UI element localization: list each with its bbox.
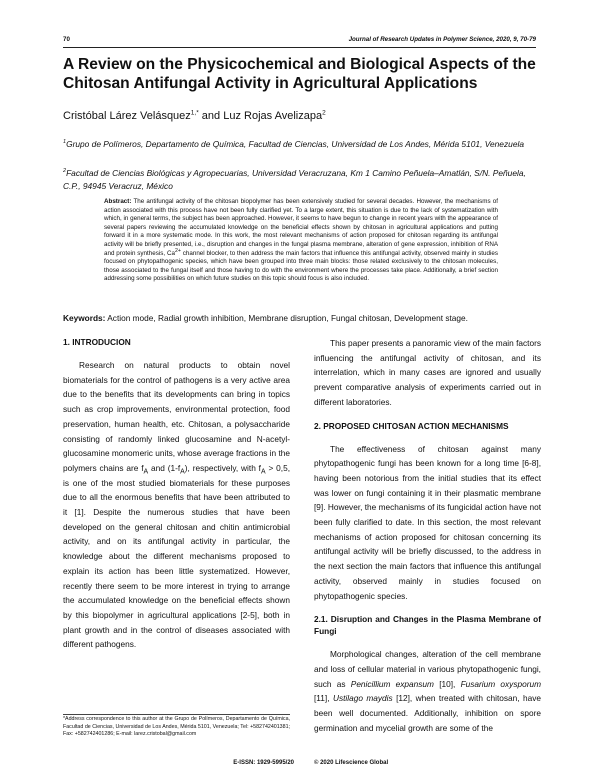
intro-paragraph-2: This paper presents a panoramic view of the main factors influencing the antifungal activity of chitosan, and its interrelation, which in many cases are ignored and usually prevent comparative analysis of experiments carried out in different laboratories.	[314, 338, 541, 407]
keywords	[63, 313, 538, 323]
affiliation-1	[63, 138, 538, 151]
section-2-heading: 2. PROPOSED CHITOSAN ACTION MECHANISMS	[314, 420, 509, 431]
footer-copyright: © 2020 Lifescience Global	[314, 760, 389, 766]
abstract	[104, 198, 498, 284]
footer-issn: E-ISSN: 1929-5995/20	[233, 760, 294, 766]
keywords-label: Keywords:	[63, 313, 106, 323]
intro-text-c: ), respectively, with f	[184, 462, 261, 473]
keywords-text: Action mode, Radial growth inhibition, Membrane disruption, Fungal chitosan, Development stage.	[105, 313, 468, 323]
s21-text-d: [12], when treated with chitosan, have been well documented. Additionally, inhibition on spore germination and mycelial growth are some of the	[314, 693, 541, 733]
author-line	[63, 110, 326, 122]
abstract-label: Abstract:	[104, 198, 132, 205]
section-2-paragraph-1: The effectiveness of chitosan against many phytopathogenic fungi has been known for a long time [6-8], having been notorious from the initial studies that its effect was lower on fungi containing it in their plasmatic membrane [9]. However, the mechanisms of its fungicidal action have not been fully clarified to date. In this section, the most relevant mechanisms of action proposed for chitosan concerning its antifungal activity will be briefly discussed, to the address in the next section the main factors that influence this antifungal activity, observed mainly in studies focused on phytopathogenic species.	[314, 443, 541, 601]
subscript-a-3: A	[260, 468, 266, 476]
subscript-a-1: A	[143, 468, 149, 476]
abstract-text: The antifungal activity of the chitosan biopolymer has been extensively studied for several decades. However, the mechanisms of action associated with this process have not been fully clarified yet. To a large extent, this situation is due to the lack of systematization with which, in general terms, the subject has been approached. However, it seems to have begun to change in recent years with the appearance of several papers reviewing the accumulated knowledge on the beneficial effects shown by chitosan in agricultural applications and putting forward it in a more systematic mode. In this work, the most relevant mechanisms of action proposed for chitosan regarding its antifungal activity will be briefly presented, i.e., disruption and changes in the fungal plasma membrane, alteration of gene expression, inhibition of RNA and protein synthesis, Ca	[104, 198, 498, 257]
abstract-sup: 2+	[174, 247, 181, 254]
species-ustilago: Ustilago maydis	[332, 693, 393, 704]
left-column	[63, 336, 290, 662]
journal-citation: Journal of Research Updates in Polymer Science, 2020, 9, 70-79	[348, 36, 536, 43]
species-fusarium: Fusarium oxysporum	[460, 678, 541, 689]
affiliation-1-sup: 1	[63, 139, 67, 146]
page-number: 70	[63, 36, 70, 43]
intro-text-b: and (1-f	[148, 462, 181, 473]
subscript-a-2: A	[180, 468, 185, 476]
intro-paragraph-1	[63, 358, 290, 652]
intro-text-a: Research on natural products to obtain novel biomaterials for the control of pathogens is a very active area due to the benefits that its developments can bring in topics such as crop improvements, environmental protection, food preservation, human health, etc. Chitosan, a polysaccharide consisting of randomly linked glucosamine and N-acetyl-glucosamine monomeric units, whose average fractions in the polymers chains are f	[63, 360, 290, 473]
affiliation-1-text: Grupo de Polímeros, Departamento de Química, Facultad de Ciencias, Universidad de Los Andes, Mérida 5101, Venezuela	[66, 139, 524, 149]
abstract-text-2: channel blocker, to then address the main factors that influence this antifungal activity, observed mainly in studies focused on phytopathogenic species, which have been grouped into three main blocks: those related exclusively to the chitosan molecules, those associated to the fungal itself and those having to do with the environment where the processes take place. Additionally, a brief section addressing some possibilities on which future studies on this topic should focus is also included.	[104, 249, 498, 283]
correspondence-footnote: *Address correspondence to this author at the Grupo de Polímeros, Departamento de Química, Facultad de Ciencias, Universidad de Los Andes, Mérida 5101, Venezuela; Tel: +582742401381; Fax: +582742401286; E-mail: larez.cristobal@gmail.com	[63, 716, 290, 738]
section-2-1-paragraph	[314, 647, 541, 735]
article-title: A Review on the Physicochemical and Biological Aspects of the Chitosan Antifungal Activity in Agricultural Applications	[63, 56, 536, 92]
s21-text-a: Morphological changes, alteration of the cell membrane and loss of cellular material in various phytopathogenic fungi, such as	[314, 649, 541, 689]
section-2-1-heading: 2.1. Disruption and Changes in the Plasma Membrane of Fungi	[314, 614, 541, 637]
species-penicillium: Penicillium expansum	[350, 678, 434, 689]
right-column	[314, 336, 541, 745]
section-1-heading: 1. INTRODUCION	[63, 337, 131, 347]
s21-text-b: [10],	[433, 678, 461, 689]
intro-text-d: > 0,5, is one of the most studied biomaterials for these purposes due to all the enormous benefits that have been attributed to it [1]. Despite the numerous studies that have been developed on the general chitosan and chitin antimicrobial activity, and on its antifungal activity in particular, the knowledge about the different mechanisms proposed to explain its action has been little systematized. However, recently there seem to be more interest in trying to arrange the accumulated knowledge on the beneficial effects shown by this biopolymer in agricultural applications [2-5], both in plant growth and in the control of diseases associated with different pathogens.	[63, 462, 291, 650]
affiliation-2	[63, 167, 538, 193]
affiliation-2-text: Facultad de Ciencias Biológicas y Agropecuarias, Universidad Veracruzana, Km 1 Camino Peñuela–Amatlán, S/N. Peñuela, C.P., 94945 Veracruz, México	[63, 168, 526, 191]
affiliation-2-sup: 2	[63, 168, 67, 175]
author-connector: and Luz Rojas Avelizapa	[198, 110, 323, 122]
header-divider	[63, 47, 536, 48]
author-1-sup: 1,*	[190, 109, 199, 117]
footnote-divider	[63, 714, 290, 715]
s21-text-c: [11],	[314, 693, 333, 704]
author-1: Cristóbal Lárez Velásquez	[63, 110, 191, 122]
author-2-sup: 2	[322, 109, 326, 117]
